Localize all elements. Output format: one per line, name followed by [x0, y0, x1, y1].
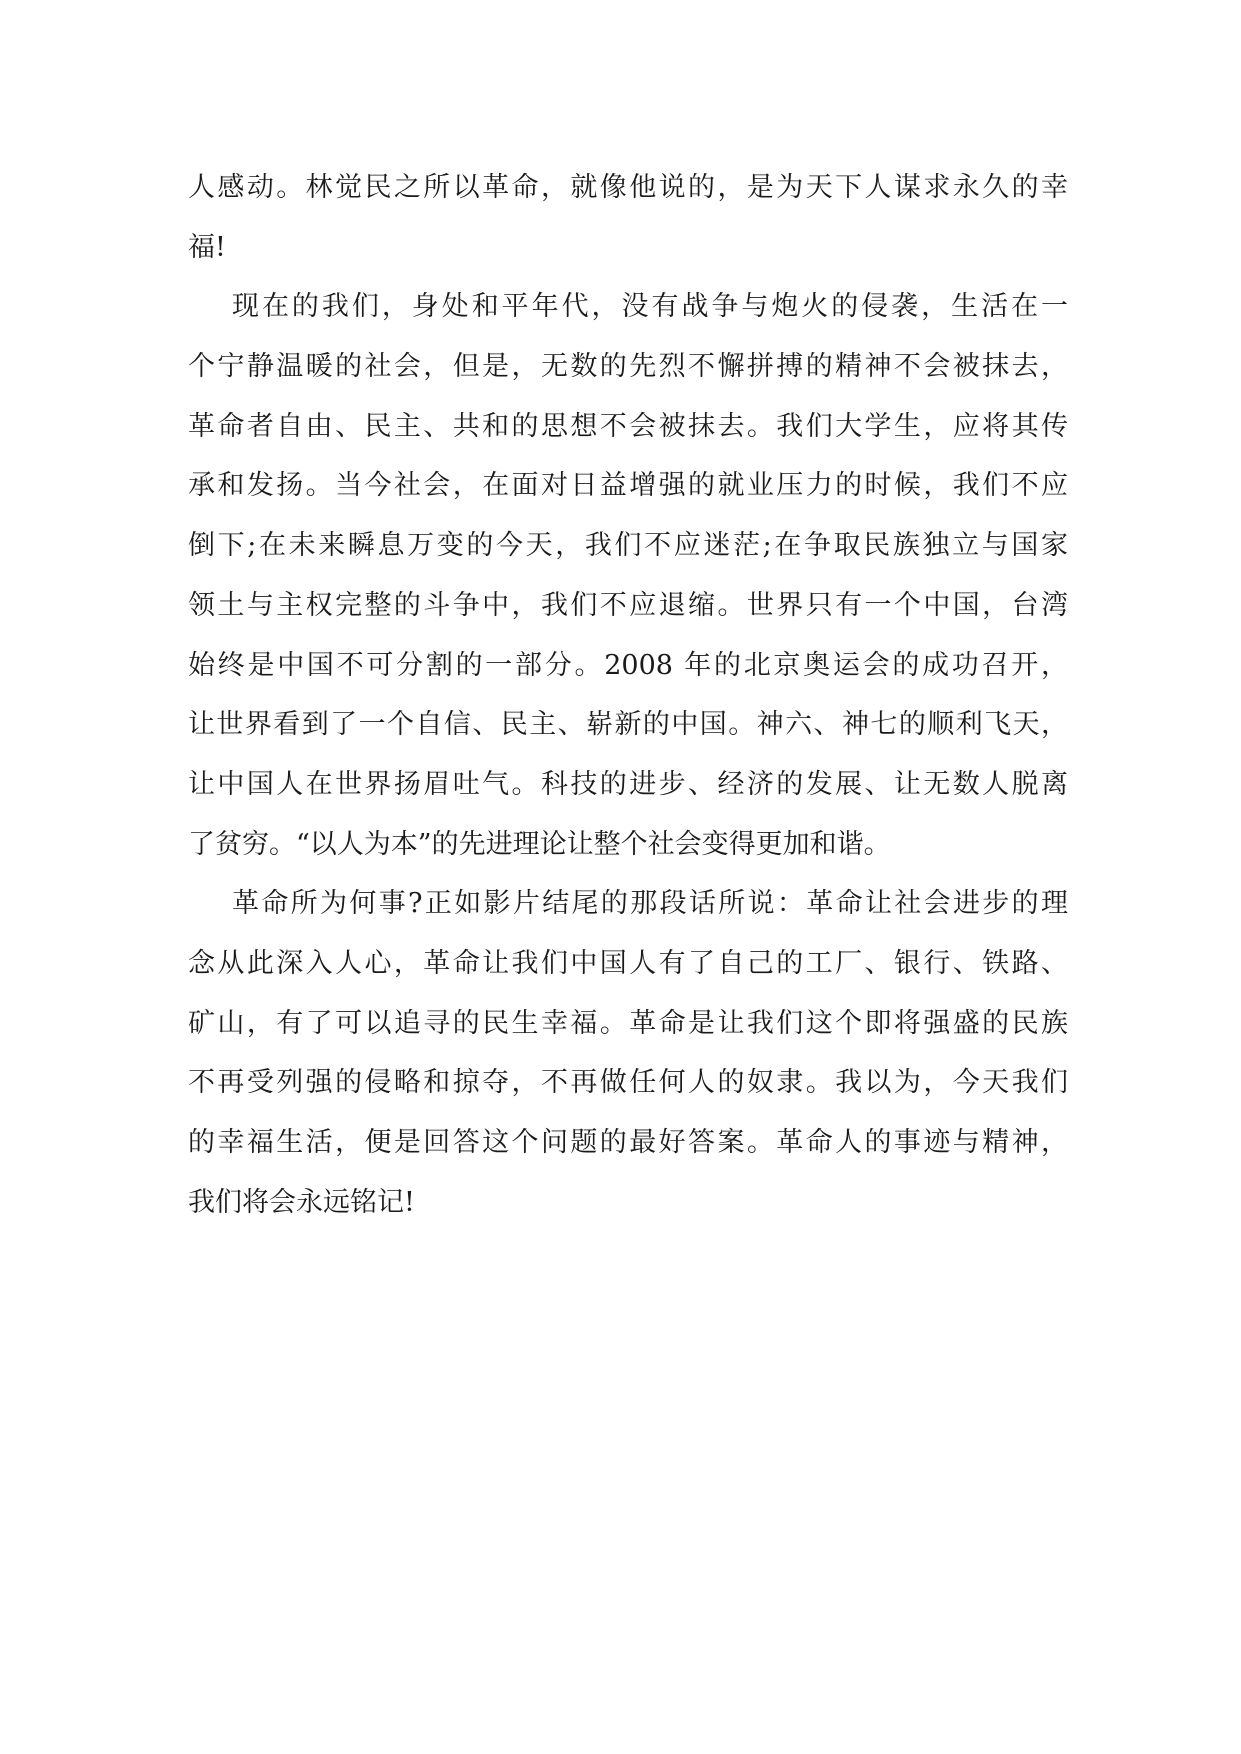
- paragraph-2-line-1: 现在的我们，身处和平年代，没有战争与炮火的侵袭，生活在一: [232, 291, 1068, 323]
- paragraph-3-line-1: 革命所为何事?正如影片结尾的那段话所说：革命让社会进步的理: [232, 888, 1068, 920]
- document-body: [188, 158, 1068, 1232]
- paragraph-2-line-2: 个宁静温暖的社会，但是，无数的先烈不懈拼搏的精神不会被抹去，: [188, 351, 1068, 383]
- paragraph-1-line-2: 福!: [188, 231, 226, 263]
- paragraph-3-line-4: 不再受列强的侵略和掠夺，不再做任何人的奴隶。我以为，今天我们: [188, 1067, 1068, 1099]
- paragraph-3-line-5: 的幸福生活，便是回答这个问题的最好答案。革命人的事迹与精神，: [188, 1127, 1068, 1158]
- paragraph-2-line-8: 让世界看到了一个自信、民主、崭新的中国。神六、神七的顺利飞天，: [188, 709, 1068, 741]
- paragraph-2-line-3: 革命者自由、民主、共和的思想不会被抹去。我们大学生，应将其传: [188, 410, 1068, 442]
- paragraph-2-line-6: 领土与主权完整的斗争中，我们不应退缩。世界只有一个中国，台湾: [188, 589, 1068, 621]
- paragraph-3-line-2: 念从此深入人心，革命让我们中国人有了自己的工厂、银行、铁路、: [188, 947, 1068, 979]
- paragraph-2-line-5: 倒下;在未来瞬息万变的今天，我们不应迷茫;在争取民族独立与国家: [188, 530, 1068, 562]
- paragraph-2-line-9: 让中国人在世界扬眉吐气。科技的进步、经济的发展、让无数人脱离: [188, 768, 1068, 800]
- paragraph-3-line-6: 我们将会永远铭记!: [188, 1186, 415, 1218]
- paragraph-2-line-7: 始终是中国不可分割的一部分。2008 年的北京奥运会的成功召开，: [188, 649, 1068, 681]
- paragraph-3-line-3: 矿山，有了可以追寻的民生幸福。革命是让我们这个即将强盛的民族: [188, 1007, 1068, 1039]
- paragraph-1-line-1: 人感动。林觉民之所以革命，就像他说的，是为天下人谋求永久的幸: [188, 172, 1068, 203]
- paragraph-2-line-10: 了贫穷。“以人为本”的先进理论让整个社会变得更加和谐。: [188, 828, 891, 860]
- paragraph-2-line-4: 承和发扬。当今社会，在面对日益增强的就业压力的时候，我们不应: [188, 470, 1068, 502]
